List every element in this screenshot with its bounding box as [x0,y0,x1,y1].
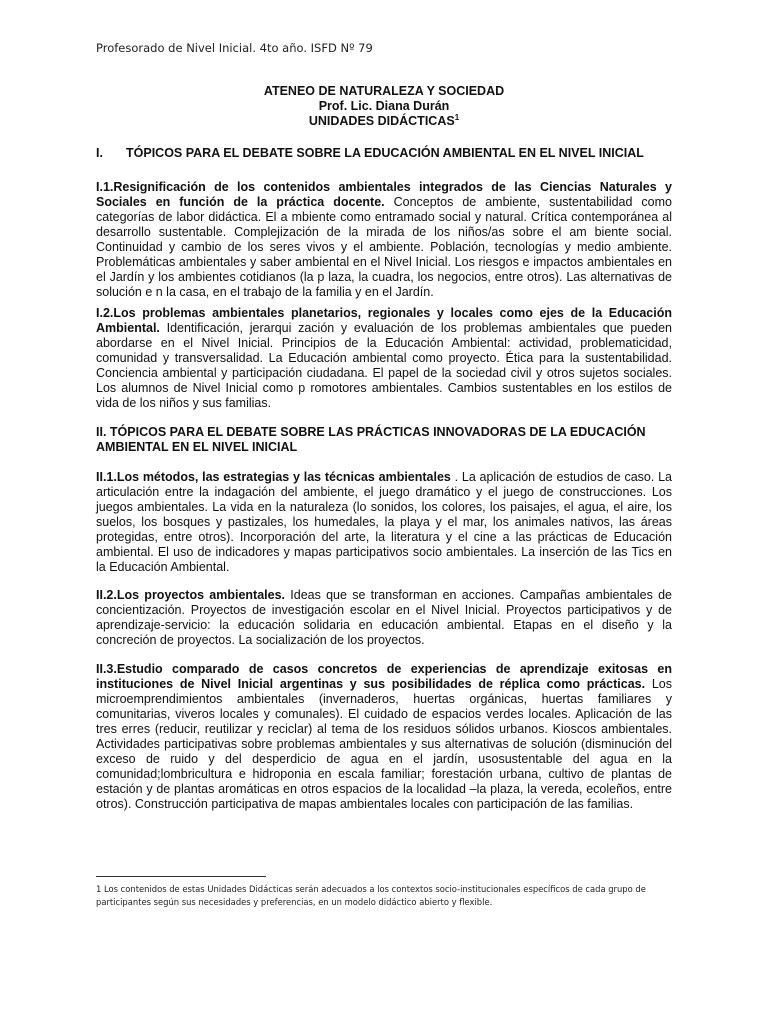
paragraph-2-3 [96,662,672,812]
paragraph-lead: II.1.Los métodos, las estrategias y las técnicas ambientales [96,470,451,484]
section-heading-2 [96,425,672,455]
footnote-reference: 1 [454,113,460,122]
paragraph-lead: II.3.Estudio comparado de casos concretos de experiencias de aprendizaje exitosas en instituciones de Nivel Inicial argentinas y sus posibilidades de réplica como prácticas. [96,662,672,691]
paragraph-lead: II.2.Los proyectos ambientales. [96,588,286,602]
paragraph-lead: I.1.Resignificación de los contenidos ambientales integrados de las Ciencias Naturales y Sociales en función de la práctica docente. [96,180,672,209]
paragraph-body: . La aplicación de estudios de caso. La articulación entre la indagación del ambiente, el juego dramático y el juego de construcciones. Los juegos ambientales. La vida en la naturaleza (lo sonidos, los colores, los paisajes, el agua, el aire, los suelos, los bosques y pastizales, los humedales, la playa y el mar, los animales nativos, las áreas protegidas, entre otros). Incorporación del arte, la literatura y el cine a las prácticas de Educación ambiental. El uso de indicadores y mapas participativos socio ambientales. La inserción de las Tics en la Educación Ambiental. [96,470,673,574]
paragraph-lead: I.2.Los problemas ambientales planetarios, regionales y locales como ejes de la Educación Ambiental. [96,306,672,335]
paragraph-2-2 [96,588,672,648]
section-number: I. [96,146,103,160]
paragraph-1-2 [96,306,672,411]
running-header: Profesorado de Nivel Inicial. 4to año. ISFD Nº 79 [96,41,373,55]
paragraph-body: Ideas que se transforman en acciones. Campañas ambientales de concientización. Proyectos de investigación escolar en el Nivel Inicial. Proyectos participativos y de aprendizaje-servicio: la educación solidaria en educación ambiental. Etapas en el diseño y la concreción de proyectos. La socialización de los proyectos. [96,588,672,647]
paragraph-1-1 [96,180,672,300]
paragraph-body: Los microemprendimientos ambientales (invernaderos, huertas orgánicas, huertas familiares y comunitarias, viveros locales y comunales). El cuidado de espacios verdes locales. Aplicación de las tres erres (reducir, reutilizar y reciclar) al tema de los residuos sólidos urbanos. Kioscos ambientales. Actividades participativas sobre problemas ambientales y sus alternativas de solución (disminución del exceso de ruido y del desperdicio de agua en el jardín, usosustentable del agua en la comunidad;lombricultura e hidroponia en escala familiar; forestación urbana, cultivo de plantas de estación y de plantas aromáticas en otros espacios de la localidad –la plaza, la vereda, ecoleños, entre otros). Construcción participativa de mapas ambientales locales con participación de las familias. [96,677,672,811]
paragraph-2-1 [96,470,672,575]
section-title: TÓPICOS PARA EL DEBATE SOBRE LA EDUCACIÓN AMBIENTAL EN EL NIVEL INICIAL [126,146,644,160]
subtitle-text: UNIDADES DIDÁCTICAS [308,114,455,128]
section-heading-1 [96,146,672,161]
document-title: ATENEO DE NATURALEZA Y SOCIEDAD [263,84,505,98]
paragraph-body: Conceptos de ambiente, sustentabilidad como categorías de labor didáctica. El a mbiente como entramado social y natural. Crítica contemporánea al desarrollo sustentable. Complejización de la mirada de los niños/as sobre el am biente social. Continuidad y cambio de los seres vivos y el ambiente. Población, tecnologías y medio ambiente. Problemáticas ambientales y saber ambiental en el Nivel Inicial. Los riesgos e impactos ambientales en el Jardín y los ambientes cotidianos (la p laza, la cuadra, los negocios, entre otros). Las alternativas de solución e n la casa, en el trabajo de la familia y en el Jardín. [96,195,672,299]
footnote-divider [96,876,266,877]
section-title: TÓPICOS PARA EL DEBATE SOBRE LAS PRÁCTICAS INNOVADORAS DE LA EDUCACIÓN AMBIENTAL EN EL NIVEL INICIAL [96,425,646,454]
section-number: II. [96,425,107,439]
paragraph-body: Identificación, jerarqui zación y evaluación de los problemas ambientales que pueden abordarse en el Nivel Inicial. Principios de la Educación Ambiental: actividad, problematicidad, comunidad y transversalidad. La Educación ambiental como proyecto. Ética para la sustentabilidad. Conciencia ambiental y participación ciudadana. El papel de la sociedad civil y otros sujetos sociales. Los alumnos de Nivel Inicial como p romotores ambientales. Cambios sustentables en los estilos de vida de los niños y sus familias. [96,321,672,410]
author-line: Prof. Lic. Diana Durán [318,99,450,113]
footnote: 1 Los contenidos de estas Unidades Didácticas serán adecuados a los contextos socio-institucionales específicos de cada grupo de participantes según sus necesidades y preferencias, en un modelo didáctico abierto y flexible. [96,884,646,907]
title-block [96,84,672,129]
subtitle-line [96,114,672,129]
